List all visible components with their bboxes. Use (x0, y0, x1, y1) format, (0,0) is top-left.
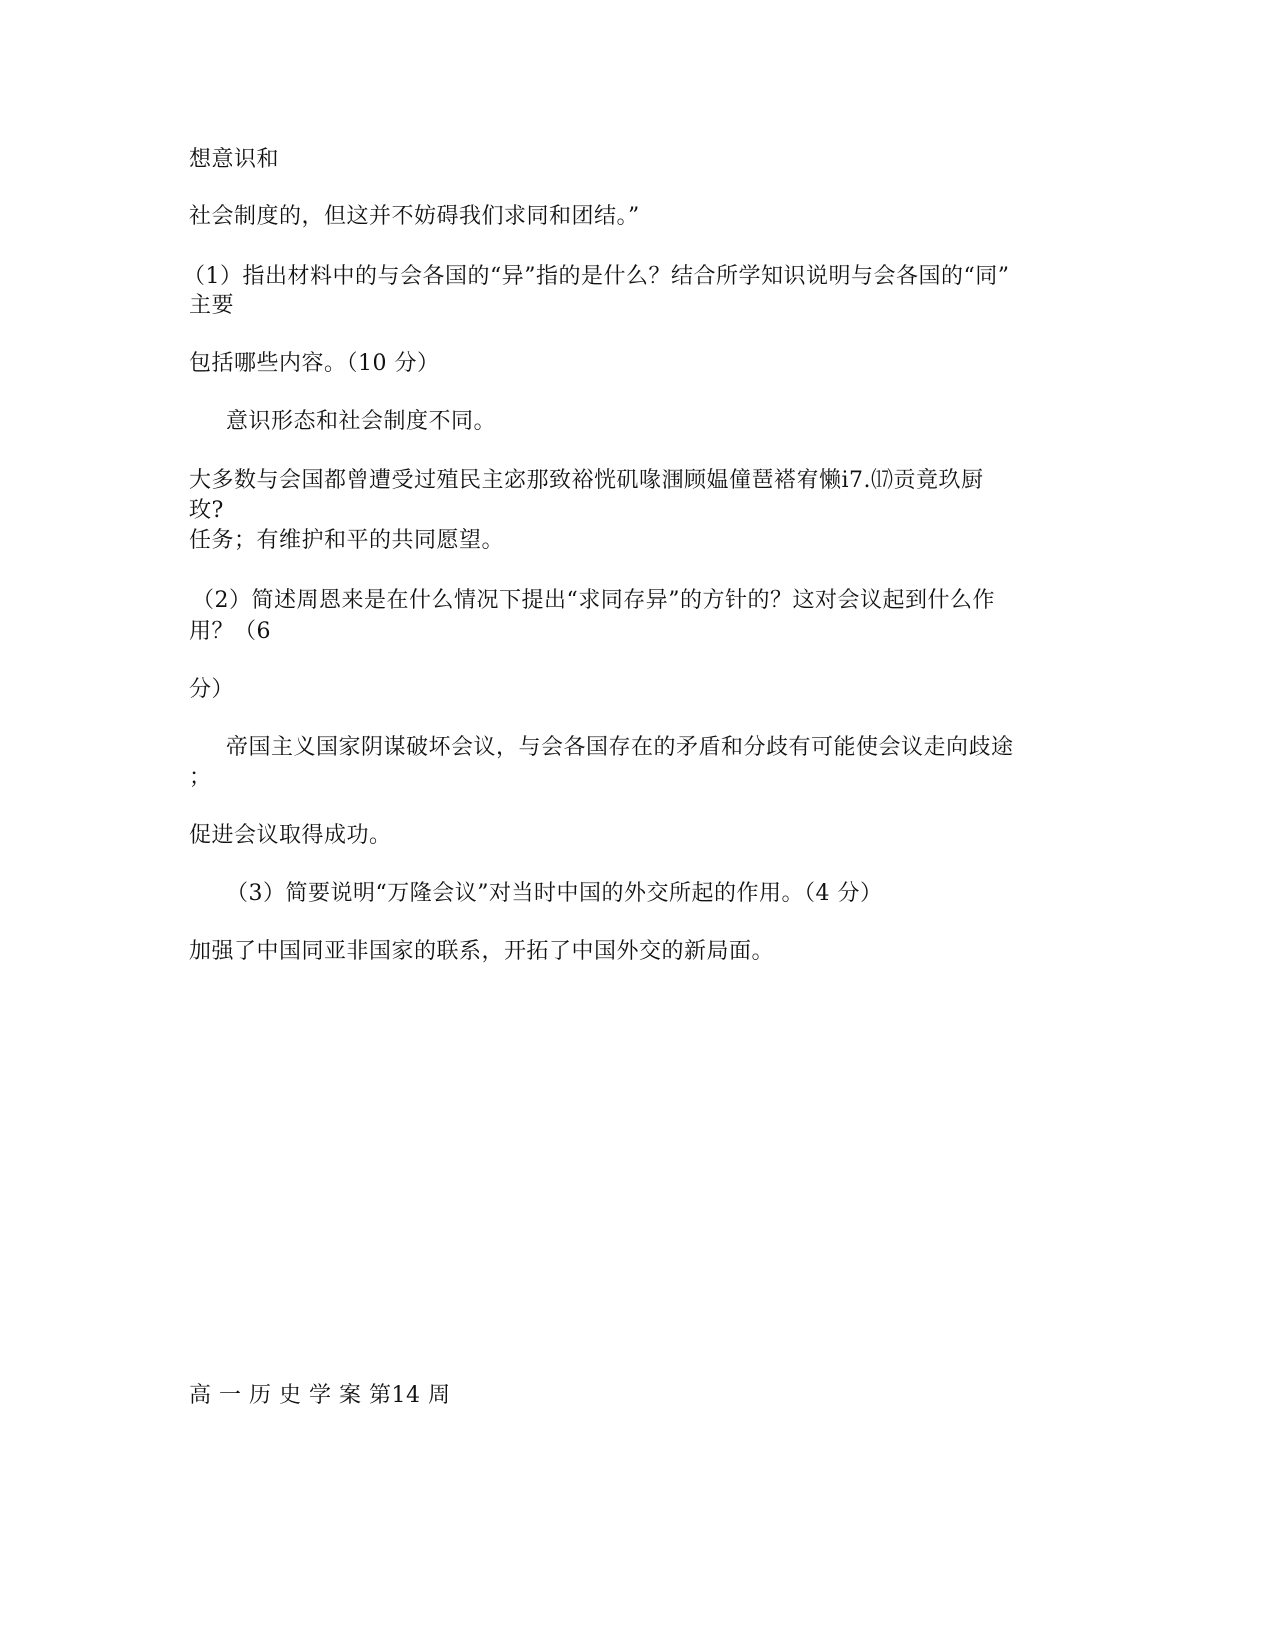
answer-line: 任务；有维护和平的共同愿望。 (189, 528, 505, 553)
question-2-points: 分） (189, 677, 235, 702)
answer-line: 意识形态和社会制度不同。 (226, 409, 497, 434)
question-3-line: （3）简要说明“万隆会议”对当时中国的外交所起的作用。（4 分） (226, 881, 883, 906)
text-line: 想意识和 (189, 147, 280, 172)
answer-line: 促进会议取得成功。 (189, 823, 392, 848)
question-2-line: 用？（6 (189, 619, 271, 644)
text-line: 社会制度的，但这并不妨碍我们求同和团结。” (189, 204, 640, 229)
answer-line: 大多数与会国都曾遭受过殖民主宓那致裕恍矶喙涠顾媪僮琶褡宥懒ⅰ7.⒄贡竟玖厨 (189, 468, 984, 493)
answer-line: 加强了中国同亚非国家的联系，开拓了中国外交的新局面。 (189, 939, 775, 964)
answer-line: ； (189, 765, 212, 790)
answer-line: 帝国主义国家阴谋破坏会议，与会各国存在的矛盾和分歧有可能使会议走向歧途 (226, 735, 1014, 760)
question-1-points: 包括哪些内容。（10 分） (189, 351, 440, 376)
question-1-line: 主要 (189, 293, 235, 318)
answer-line: 玫? (189, 498, 224, 523)
question-2-line: （2）简述周恩来是在什么情况下提出“求同存异”的方针的？这对会议起到什么作 (192, 588, 995, 613)
page-footer: 高 一 历 史 学 案 第14 周 (189, 1383, 451, 1408)
question-1-line: （1）指出材料中的与会各国的“异”指的是什么？结合所学知识说明与会各国的“同” (183, 264, 1010, 289)
